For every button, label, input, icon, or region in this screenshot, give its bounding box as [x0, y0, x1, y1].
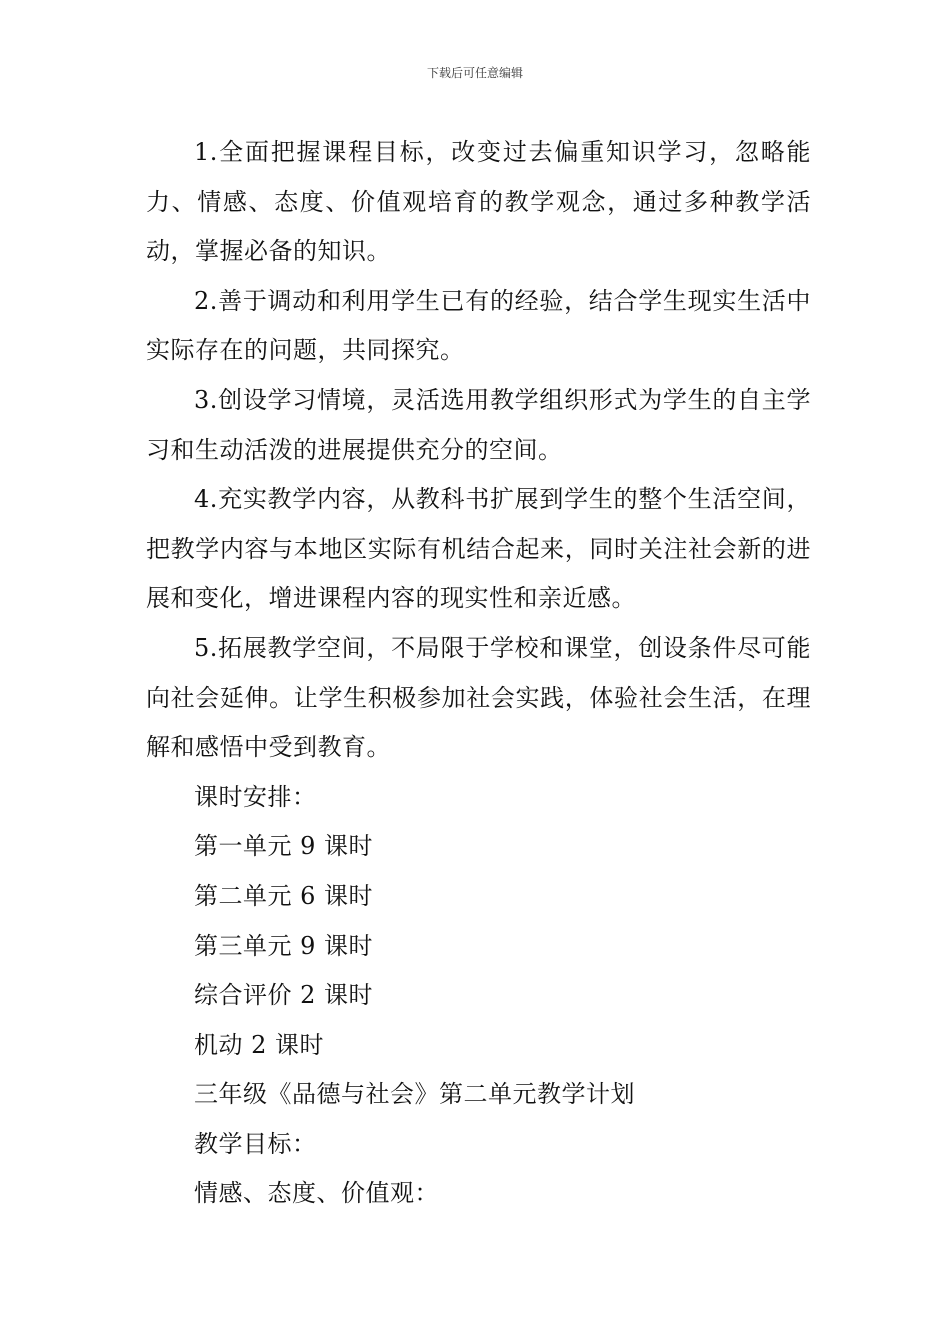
- page-header: 下载后可任意编辑: [426, 66, 523, 80]
- schedule-heading: 课时安排：: [194, 782, 317, 811]
- schedule-unit-2: 第二单元 6 课时: [194, 881, 374, 910]
- section-title: 三年级《品德与社会》第二单元教学计划: [194, 1080, 635, 1109]
- schedule-flexible: 机动 2 课时: [194, 1030, 325, 1059]
- paragraph-goal-2: 2.善于调动和利用学生已有的经验，结合学生现实生活中实际存在的问题，共同探究。: [146, 286, 811, 365]
- document-body: [146, 128, 811, 1219]
- paragraph-goal-1: 1.全面把握课程目标，改变过去偏重知识学习，忽略能力、情感、态度、价值观培育的教学观念，通过多种教学活动，掌握必备的知识。: [146, 138, 811, 266]
- schedule-evaluation: 综合评价 2 课时: [194, 981, 374, 1010]
- paragraph-goal-5: 5.拓展教学空间，不局限于学校和课堂，创设条件尽可能向社会延伸。让学生积极参加社会实践，体验社会生活，在理解和感悟中受到教育。: [146, 633, 811, 762]
- paragraph-goal-3: 3.创设学习情境，灵活选用教学组织形式为学生的自主学习和生动活泼的进展提供充分的空间。: [146, 385, 811, 464]
- schedule-unit-1: 第一单元 9 课时: [194, 832, 374, 861]
- objectives-heading: 教学目标：: [194, 1129, 317, 1158]
- objectives-subheading: 情感、态度、价值观：: [194, 1179, 439, 1208]
- paragraph-goal-4: 4.充实教学内容，从教科书扩展到学生的整个生活空间，把教学内容与本地区实际有机结合起来，同时关注社会新的进展和变化，增进课程内容的现实性和亲近感。: [146, 485, 811, 613]
- schedule-unit-3: 第三单元 9 课时: [194, 931, 374, 960]
